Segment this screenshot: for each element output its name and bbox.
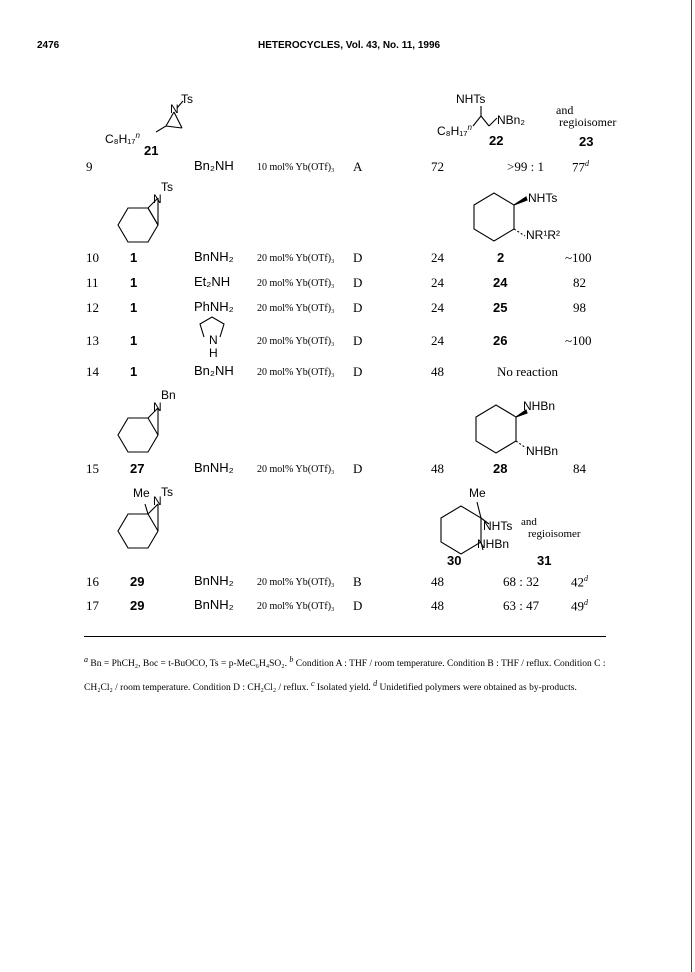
yield: ~100 [565, 333, 592, 348]
and-text: and [556, 103, 574, 117]
compound-22-label: 22 [489, 133, 504, 148]
compound-31-label: 31 [537, 553, 552, 568]
entry-number: 17 [86, 598, 99, 613]
substrate: 1 [130, 275, 138, 290]
aziridine-27-structure [112, 398, 192, 468]
product-28-nhbn-bottom: NHBn [526, 444, 559, 458]
time: 24 [431, 300, 444, 315]
aziridine-21-chain: C₈H₁₇$^n$ [105, 131, 140, 146]
yield: 42$^d$ [571, 574, 588, 590]
entry-number: 12 [86, 300, 99, 315]
amine: Bn₂NH [194, 363, 234, 378]
product: 26 [493, 333, 508, 348]
page-number: 2476 [37, 40, 60, 51]
page-edge-line [691, 0, 692, 972]
aziridine-27-bn-label: Bn [161, 388, 176, 402]
time: 24 [431, 333, 444, 348]
table-footnotes [84, 650, 614, 698]
catalyst: 20 mol% Yb(OTf)₃ [257, 303, 335, 314]
amine: BnNH₂ [194, 573, 234, 588]
aziridine-29-n-label: N [153, 494, 162, 508]
catalyst: 20 mol% Yb(OTf)₃ [257, 278, 335, 289]
journal-header: HETEROCYCLES, Vol. 43, No. 11, 1996 [258, 40, 441, 51]
aziridine-29-ts-label: Ts [161, 485, 173, 499]
amine: BnNH₂ [194, 597, 234, 612]
aziridine-27-n-label: N [153, 400, 162, 414]
catalyst: 20 mol% Yb(OTf)₃ [257, 464, 335, 475]
product: 2 [497, 250, 505, 265]
time: 24 [431, 250, 444, 265]
product-30-nhts: NHTs [483, 519, 513, 533]
time: 72 [431, 159, 444, 174]
condition: D [353, 364, 363, 379]
time: 48 [431, 364, 444, 379]
product-ratio: >99 : 1 [507, 159, 544, 174]
yield: ~100 [565, 250, 592, 265]
condition: A [353, 159, 363, 174]
substrate: 29 [130, 598, 145, 613]
time: 48 [431, 574, 444, 589]
catalyst: 20 mol% Yb(OTf)₃ [257, 601, 335, 612]
catalyst: 10 mol% Yb(OTf)₃ [257, 162, 335, 173]
product: 28 [493, 461, 508, 476]
yield: 98 [573, 300, 586, 315]
table-bottom-rule [84, 636, 606, 637]
yield: 49$^d$ [571, 598, 588, 614]
substrate: 27 [130, 461, 145, 476]
catalyst: 20 mol% Yb(OTf)₃ [257, 577, 335, 588]
substrate: 1 [130, 333, 138, 348]
entry-number: 10 [86, 250, 99, 265]
product-2-nr1r2: NR¹R² [526, 228, 560, 242]
product-ratio: 68 : 32 [503, 574, 540, 589]
condition: D [353, 300, 363, 315]
product: 24 [493, 275, 508, 290]
yield: 82 [573, 275, 586, 290]
catalyst: 20 mol% Yb(OTf)₃ [257, 367, 335, 378]
substrate: 1 [130, 250, 138, 265]
aziridine-1-structure [112, 188, 192, 258]
yield: 84 [573, 461, 586, 476]
catalyst: 20 mol% Yb(OTf)₃ [257, 336, 335, 347]
amine: PhNH₂ [194, 299, 234, 314]
amine: BnNH₂ [194, 249, 234, 264]
product-22-nbn2: NBn₂ [497, 113, 526, 127]
compound-21-label: 21 [144, 143, 159, 158]
substrate: 1 [130, 300, 138, 315]
entry-number: 15 [86, 461, 99, 476]
product-22-nhts: NHTs [456, 92, 486, 106]
amine: BnNH₂ [194, 460, 234, 475]
product-22-chain: C₈H₁₇$^n$ [437, 123, 472, 138]
substrate: 29 [130, 574, 145, 589]
time: 48 [431, 598, 444, 613]
condition: D [353, 250, 363, 265]
condition: D [353, 333, 363, 348]
compound-23-label: 23 [579, 134, 594, 149]
aziridine-29-structure [112, 494, 192, 564]
condition: D [353, 598, 363, 613]
product-28-nhbn-top: NHBn [523, 399, 556, 413]
pyrrolidine-n-label: N [209, 333, 218, 347]
aziridine-29-me-label: Me [133, 486, 150, 500]
condition: D [353, 461, 363, 476]
condition: D [353, 275, 363, 290]
aziridine-1-n-label: N [153, 192, 162, 206]
condition: B [353, 574, 362, 589]
entry-number: 9 [86, 159, 93, 174]
product-2-nhts: NHTs [528, 191, 558, 205]
product-30-regioisomer: regioisomer [528, 528, 581, 540]
time: 24 [431, 275, 444, 290]
entry-number: 16 [86, 574, 99, 589]
aziridine-21-n-label: N [170, 102, 179, 116]
product-30-and: and [521, 516, 537, 528]
entry-number: 14 [86, 364, 99, 379]
footnote-paragraph: $^a$ Bn = PhCH₂, Boc = t-BuOCO, Ts = p-MeC₆H₄SO₂. $^b$ Condition A : THF / room temperature. Condition B : THF / reflux. Condition C : CH₂Cl₂ / room temperature. Condition D : CH₂Cl₂ / reflux. $^c$ Isolated yield. $^d$ Unidetified polymers were obtained as by-products. [84, 655, 606, 694]
product: 25 [493, 300, 508, 315]
product-30-nhbn: NHBn [477, 537, 510, 551]
catalyst: 20 mol% Yb(OTf)₃ [257, 253, 335, 264]
product-no-reaction: No reaction [497, 364, 559, 379]
aziridine-1-ts-label: Ts [161, 180, 173, 194]
amine: Bn₂NH [194, 158, 234, 173]
regioisomer-text: regioisomer [559, 115, 617, 129]
yield: 77$^d$ [572, 159, 589, 175]
entry-number: 11 [86, 275, 99, 290]
product-30-me-label: Me [469, 486, 486, 500]
entry-number: 13 [86, 333, 99, 348]
time: 48 [431, 461, 444, 476]
aziridine-21-ts-label: Ts [181, 92, 193, 106]
amine: Et₂NH [194, 274, 231, 289]
product-ratio: 63 : 47 [503, 598, 540, 613]
substrate: 1 [130, 364, 138, 379]
compound-30-label: 30 [447, 553, 462, 568]
pyrrolidine-h-label: H [209, 346, 218, 360]
